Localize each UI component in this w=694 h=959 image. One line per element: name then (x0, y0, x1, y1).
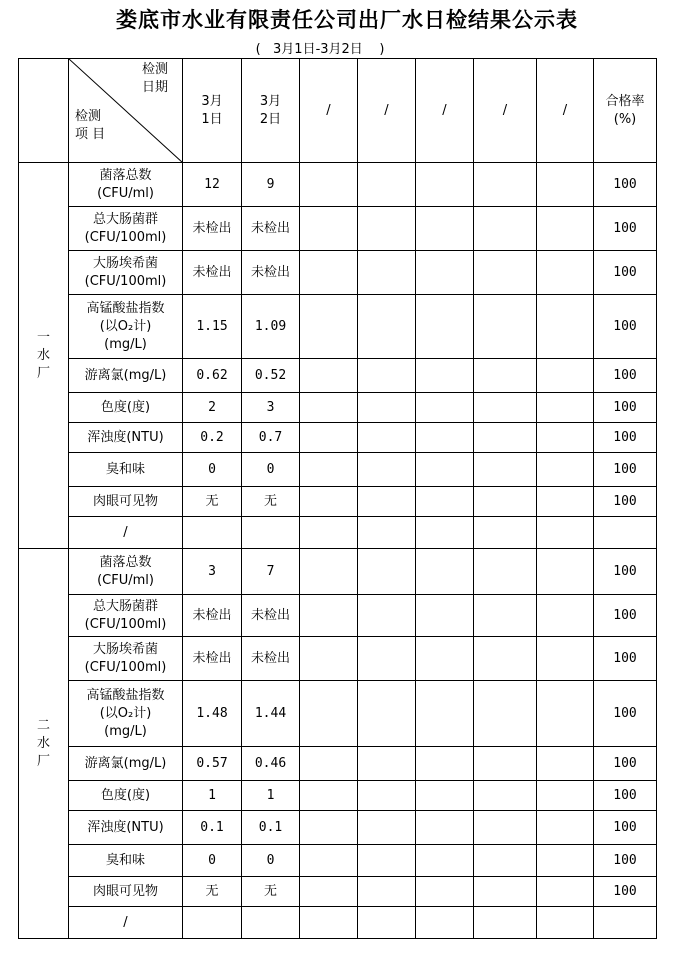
empty-cell (300, 359, 358, 393)
empty-cell (358, 423, 416, 453)
empty-cell (358, 207, 416, 251)
empty-cell (358, 747, 416, 781)
empty-cell (416, 681, 474, 747)
empty-cell (300, 295, 358, 359)
rate-cell: 100 (594, 845, 657, 877)
empty-cell (300, 487, 358, 517)
date-header-7: / (537, 59, 594, 163)
item-name-line: 色度(度) (100, 399, 151, 415)
item-name-line: 菌落总数 (99, 554, 152, 570)
header-date-label: 日期 (141, 80, 168, 95)
empty-cell (300, 549, 358, 595)
empty-cell (416, 637, 474, 681)
empty-cell (537, 637, 594, 681)
empty-cell (474, 393, 537, 423)
rate-cell: 100 (594, 163, 657, 207)
item-name-cell (69, 907, 183, 939)
value-cell-day2 (242, 517, 300, 549)
value-cell-day2: 未检出 (242, 595, 300, 637)
value-cell-day2: 0.1 (242, 811, 300, 845)
date-header-6: / (474, 59, 537, 163)
table-row (19, 681, 657, 747)
empty-cell (358, 845, 416, 877)
empty-cell (416, 295, 474, 359)
plant-name-char: 水 (36, 735, 50, 751)
item-name-line: (以O₂计) (99, 318, 152, 334)
empty-cell (474, 423, 537, 453)
item-name-line: (CFU/100ml) (84, 273, 167, 289)
item-name-line: 高锰酸盐指数 (86, 687, 165, 703)
empty-cell (358, 487, 416, 517)
table-row (19, 517, 657, 549)
empty-cell (474, 595, 537, 637)
empty-cell (416, 423, 474, 453)
value-cell-day1: 12 (183, 163, 242, 207)
empty-cell (537, 393, 594, 423)
empty-cell (474, 251, 537, 295)
item-name-line: 色度(度) (100, 787, 151, 803)
empty-cell (537, 207, 594, 251)
item-name-cell (69, 517, 183, 549)
rate-cell: 100 (594, 393, 657, 423)
empty-cell (416, 877, 474, 907)
value-cell-day1: 0.1 (183, 811, 242, 845)
value-cell-day1: 未检出 (183, 595, 242, 637)
empty-cell (474, 907, 537, 939)
empty-cell (300, 517, 358, 549)
value-cell-day2: 1.44 (242, 681, 300, 747)
plant-name-char: 一 (36, 329, 50, 345)
rate-cell: 100 (594, 423, 657, 453)
plant-name-char: 厂 (36, 365, 50, 381)
empty-cell (416, 811, 474, 845)
empty-cell (416, 393, 474, 423)
item-name-cell (69, 453, 183, 487)
plant-name-char: 厂 (36, 753, 50, 769)
blank-corner-cell (19, 59, 69, 163)
empty-cell (300, 595, 358, 637)
empty-cell (300, 877, 358, 907)
table-row (19, 549, 657, 595)
empty-cell (300, 637, 358, 681)
item-name-cell (69, 163, 183, 207)
item-name-line: (CFU/100ml) (84, 229, 167, 245)
value-cell-day1 (183, 517, 242, 549)
value-cell-day2: 无 (242, 487, 300, 517)
value-cell-day1 (183, 907, 242, 939)
rate-cell: 100 (594, 595, 657, 637)
rate-cell: 100 (594, 877, 657, 907)
empty-cell (537, 295, 594, 359)
item-name-cell (69, 747, 183, 781)
table-row (19, 453, 657, 487)
empty-cell (474, 877, 537, 907)
item-name-line: (CFU/100ml) (84, 616, 167, 632)
table-row (19, 747, 657, 781)
rate-cell: 100 (594, 487, 657, 517)
rate-cell: 100 (594, 811, 657, 845)
date-header-1: 3月 1日 (183, 59, 242, 163)
empty-cell (474, 295, 537, 359)
value-cell-day2: 未检出 (242, 207, 300, 251)
plant-name-cell (19, 163, 69, 549)
empty-cell (358, 637, 416, 681)
item-name-line: 游离氯(mg/L) (84, 367, 167, 383)
empty-cell (537, 681, 594, 747)
rate-cell: 100 (594, 549, 657, 595)
item-name-cell (69, 681, 183, 747)
item-name-line: 臭和味 (105, 852, 145, 868)
item-name-line: 浑浊度(NTU) (87, 819, 164, 835)
table-row (19, 359, 657, 393)
empty-cell (300, 163, 358, 207)
item-name-line: 肉眼可见物 (92, 493, 158, 509)
table-row (19, 595, 657, 637)
empty-cell (537, 453, 594, 487)
header-row (19, 59, 657, 163)
plant-name-char: 水 (36, 347, 50, 363)
empty-cell (474, 549, 537, 595)
rate-cell (594, 907, 657, 939)
empty-cell (416, 747, 474, 781)
empty-cell (358, 251, 416, 295)
table-row (19, 907, 657, 939)
item-name-cell (69, 811, 183, 845)
empty-cell (474, 453, 537, 487)
empty-cell (358, 681, 416, 747)
value-cell-day1: 0.57 (183, 747, 242, 781)
rate-cell (594, 517, 657, 549)
empty-cell (474, 163, 537, 207)
value-cell-day2: 未检出 (242, 637, 300, 681)
table-row (19, 251, 657, 295)
item-name-cell (69, 423, 183, 453)
empty-cell (537, 747, 594, 781)
item-name-cell (69, 637, 183, 681)
empty-cell (300, 845, 358, 877)
table-row (19, 811, 657, 845)
item-name-cell (69, 359, 183, 393)
value-cell-day1: 无 (183, 877, 242, 907)
empty-cell (416, 453, 474, 487)
item-name-line: 大肠埃希菌 (92, 641, 158, 657)
value-cell-day1: 1.48 (183, 681, 242, 747)
table-row (19, 637, 657, 681)
value-cell-day1: 2 (183, 393, 242, 423)
item-name-line: 总大肠菌群 (92, 211, 158, 227)
value-cell-day2: 7 (242, 549, 300, 595)
value-cell-day2: 0.52 (242, 359, 300, 393)
item-name-line: 高锰酸盐指数 (86, 300, 165, 316)
empty-cell (416, 549, 474, 595)
item-name-line: (CFU/ml) (97, 185, 154, 201)
value-cell-day1: 1.15 (183, 295, 242, 359)
empty-cell (358, 163, 416, 207)
value-cell-day2: 3 (242, 393, 300, 423)
empty-cell (537, 595, 594, 637)
table-row (19, 845, 657, 877)
table-row (19, 163, 657, 207)
empty-cell (474, 747, 537, 781)
empty-cell (300, 393, 358, 423)
rate-cell: 100 (594, 681, 657, 747)
empty-cell (537, 163, 594, 207)
header-item-label: 项 目 (75, 127, 106, 142)
empty-cell (416, 595, 474, 637)
empty-cell (300, 811, 358, 845)
plant-name-char: 二 (36, 717, 50, 733)
empty-cell (358, 453, 416, 487)
empty-cell (537, 811, 594, 845)
item-name-line: (CFU/ml) (97, 572, 154, 588)
rate-cell: 100 (594, 251, 657, 295)
empty-cell (300, 423, 358, 453)
empty-cell (537, 517, 594, 549)
item-name-line: 大肠埃希菌 (92, 255, 158, 271)
item-name-line: (mg/L) (104, 723, 147, 739)
empty-cell (537, 359, 594, 393)
plant-name-cell (19, 549, 69, 939)
table-row (19, 877, 657, 907)
empty-cell (358, 517, 416, 549)
item-name-cell (69, 595, 183, 637)
item-name-line: 肉眼可见物 (92, 883, 158, 899)
empty-cell (416, 163, 474, 207)
table-row (19, 487, 657, 517)
item-name-cell (69, 295, 183, 359)
value-cell-day2: 无 (242, 877, 300, 907)
rate-cell: 100 (594, 747, 657, 781)
empty-cell (416, 487, 474, 517)
date-header-4: / (358, 59, 416, 163)
item-name-cell (69, 549, 183, 595)
item-name-cell (69, 251, 183, 295)
table-row (19, 295, 657, 359)
value-cell-day2: 0.7 (242, 423, 300, 453)
item-name-cell (69, 487, 183, 517)
empty-cell (474, 637, 537, 681)
empty-cell (474, 207, 537, 251)
value-cell-day1: 未检出 (183, 207, 242, 251)
empty-cell (416, 907, 474, 939)
empty-cell (474, 781, 537, 811)
item-name-line: (CFU/100ml) (84, 659, 167, 675)
empty-cell (358, 781, 416, 811)
empty-cell (416, 207, 474, 251)
empty-cell (537, 845, 594, 877)
table-row (19, 207, 657, 251)
empty-cell (358, 549, 416, 595)
empty-cell (358, 811, 416, 845)
item-name-line: 菌落总数 (99, 167, 152, 183)
value-cell-day1: 0 (183, 845, 242, 877)
empty-cell (416, 845, 474, 877)
value-cell-day1: 1 (183, 781, 242, 811)
value-cell-day1: 0 (183, 453, 242, 487)
empty-cell (474, 681, 537, 747)
header-check-label: 检测 (141, 62, 168, 77)
value-cell-day1: 0.62 (183, 359, 242, 393)
rate-header: 合格率 (%) (594, 59, 657, 163)
empty-cell (358, 595, 416, 637)
empty-cell (358, 877, 416, 907)
item-name-line: 游离氯(mg/L) (84, 755, 167, 771)
value-cell-day2: 0 (242, 453, 300, 487)
value-cell-day1: 0.2 (183, 423, 242, 453)
value-cell-day2: 0 (242, 845, 300, 877)
date-header-2: 3月 2日 (242, 59, 300, 163)
item-name-line: (以O₂计) (99, 705, 152, 721)
empty-cell (358, 295, 416, 359)
table-row (19, 781, 657, 811)
diagonal-header-cell (69, 59, 183, 163)
empty-cell (537, 781, 594, 811)
item-name-line: / (123, 524, 128, 540)
item-name-line: 臭和味 (105, 461, 145, 477)
empty-cell (537, 877, 594, 907)
value-cell-day1: 无 (183, 487, 242, 517)
date-header-5: / (416, 59, 474, 163)
value-cell-day2: 未检出 (242, 251, 300, 295)
item-name-line: 浑浊度(NTU) (87, 429, 164, 445)
page-title: 娄底市水业有限责任公司出厂水日检结果公示表 (116, 8, 578, 32)
empty-cell (537, 487, 594, 517)
empty-cell (474, 811, 537, 845)
rate-cell: 100 (594, 295, 657, 359)
empty-cell (416, 517, 474, 549)
empty-cell (537, 549, 594, 595)
value-cell-day2: 9 (242, 163, 300, 207)
item-name-cell (69, 207, 183, 251)
empty-cell (537, 423, 594, 453)
date-range: ( 3月1日-3月2日 ) (255, 42, 385, 57)
rate-cell: 100 (594, 781, 657, 811)
value-cell-day1: 3 (183, 549, 242, 595)
value-cell-day2 (242, 907, 300, 939)
header-check-label: 检测 (75, 109, 102, 124)
value-cell-day2: 1.09 (242, 295, 300, 359)
empty-cell (537, 907, 594, 939)
value-cell-day2: 1 (242, 781, 300, 811)
empty-cell (474, 359, 537, 393)
item-name-cell (69, 877, 183, 907)
date-header-3: / (300, 59, 358, 163)
empty-cell (358, 359, 416, 393)
empty-cell (300, 747, 358, 781)
item-name-line: / (123, 914, 128, 930)
empty-cell (300, 207, 358, 251)
empty-cell (416, 781, 474, 811)
rate-cell: 100 (594, 359, 657, 393)
value-cell-day1: 未检出 (183, 637, 242, 681)
empty-cell (416, 251, 474, 295)
empty-cell (474, 845, 537, 877)
table-row (19, 393, 657, 423)
empty-cell (300, 781, 358, 811)
results-table (18, 58, 657, 939)
empty-cell (300, 907, 358, 939)
item-name-cell (69, 845, 183, 877)
empty-cell (474, 517, 537, 549)
item-name-line: (mg/L) (104, 336, 147, 352)
item-name-line: 总大肠菌群 (92, 598, 158, 614)
empty-cell (358, 907, 416, 939)
empty-cell (416, 359, 474, 393)
empty-cell (300, 251, 358, 295)
rate-cell: 100 (594, 453, 657, 487)
value-cell-day1: 未检出 (183, 251, 242, 295)
empty-cell (474, 487, 537, 517)
table-row (19, 423, 657, 453)
rate-cell: 100 (594, 207, 657, 251)
item-name-cell (69, 393, 183, 423)
item-name-cell (69, 781, 183, 811)
empty-cell (358, 393, 416, 423)
empty-cell (537, 251, 594, 295)
empty-cell (300, 453, 358, 487)
empty-cell (300, 681, 358, 747)
rate-cell: 100 (594, 637, 657, 681)
value-cell-day2: 0.46 (242, 747, 300, 781)
